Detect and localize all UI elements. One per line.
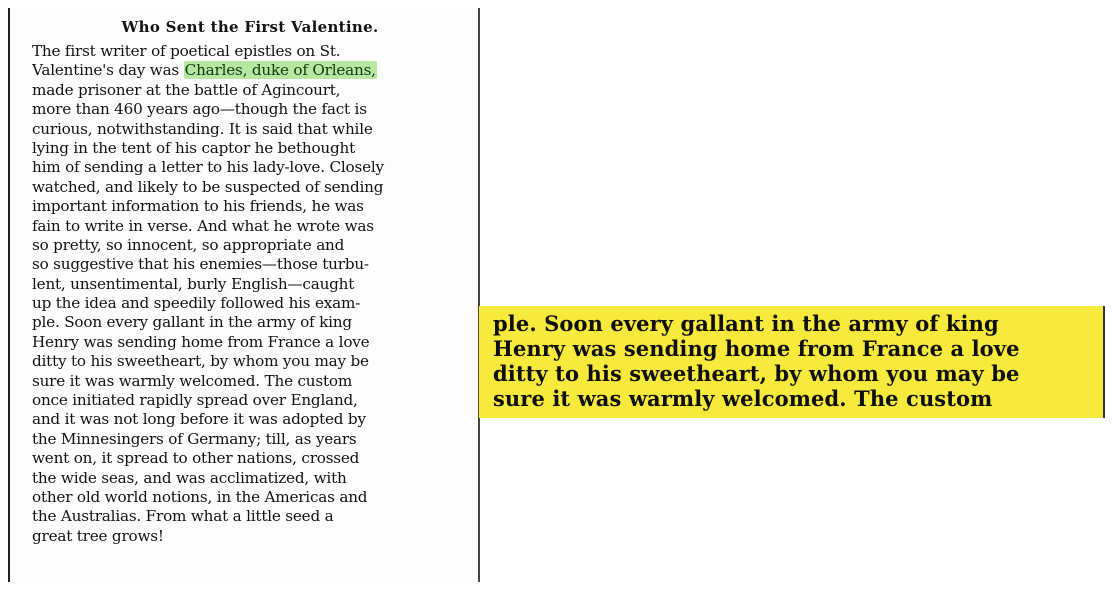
article-line: ditty to his sweetheart, by whom you may be: [32, 352, 369, 371]
article-line: lying in the tent of his captor he bethought: [32, 138, 355, 157]
excerpt-line: sure it was warmly welcomed. The custom: [493, 386, 993, 411]
article-line: the wide seas, and was acclimatized, with: [32, 468, 347, 487]
article-line: up the idea and speedily followed his exam-: [32, 294, 361, 313]
excerpt-line: ple. Soon every gallant in the army of king: [493, 311, 999, 336]
article-line: once initiated rapidly spread over England,: [32, 391, 358, 410]
article-line: [32, 61, 468, 80]
article-line: The first writer of poetical epistles on St.: [32, 42, 341, 60]
article-line: lent, unsentimental, burly English—caught: [32, 274, 355, 293]
newspaper-clipping: [8, 8, 480, 582]
article-line: so pretty, so innocent, so appropriate and: [32, 235, 345, 254]
article-line: and it was not long before it was adopted by: [32, 410, 366, 429]
article-line: the Australias. From what a little seed a: [32, 507, 334, 526]
article-line: ple. Soon every gallant in the army of king: [32, 313, 352, 332]
highlighted-excerpt: [479, 306, 1105, 418]
article-line: the Minnesingers of Germany; till, as years: [32, 429, 357, 448]
article-line: important information to his friends, he was: [32, 197, 364, 216]
article-line: went on, it spread to other nations, crossed: [32, 449, 360, 468]
article-line: so suggestive that his enemies—those turbu-: [32, 255, 369, 274]
article-headline: Who Sent the First Valentine.: [121, 18, 379, 36]
article-line: made prisoner at the battle of Agincourt,: [32, 80, 341, 99]
article-line-text: Valentine's day was: [32, 61, 184, 80]
article-line: great tree grows!: [32, 526, 164, 545]
excerpt-line: Henry was sending home from France a love: [493, 336, 1020, 361]
article-line: fain to write in verse. And what he wrote was: [32, 216, 374, 235]
article-line: sure it was warmly welcomed. The custom: [32, 371, 353, 390]
article-line: watched, and likely to be suspected of sending: [32, 177, 384, 196]
article-body: [32, 42, 468, 546]
article-line: curious, notwithstanding. It is said that while: [32, 119, 373, 138]
article-line: more than 460 years ago—though the fact is: [32, 100, 367, 119]
article-line: Henry was sending home from France a love: [32, 332, 370, 351]
excerpt-line: ditty to his sweetheart, by whom you may be: [493, 361, 1020, 386]
article-line: him of sending a letter to his lady-love. Closely: [32, 158, 384, 177]
article-line: other old world notions, in the Americas and: [32, 487, 368, 506]
excerpt-text: [493, 311, 1095, 411]
highlighted-name: Charles, duke of Orleans,: [184, 61, 376, 80]
